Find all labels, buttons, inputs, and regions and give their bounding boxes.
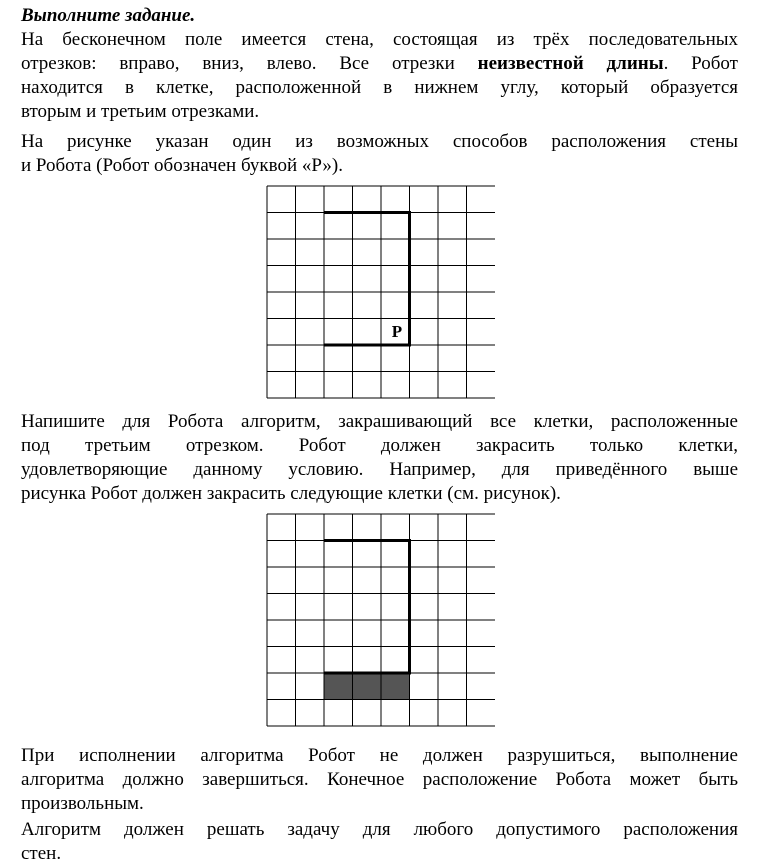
p5-line-2: стен. bbox=[21, 843, 62, 864]
robot-label: Р bbox=[391, 322, 403, 341]
paragraph-4 bbox=[21, 744, 738, 816]
grid-lines-2 bbox=[267, 514, 495, 726]
grid-figure-1 bbox=[265, 185, 497, 399]
figure-wall-with-robot bbox=[265, 185, 497, 399]
filled-cell-2 bbox=[353, 673, 382, 700]
p3-line-2: под третьим отрезком. Робот должен закрасить только клетки, bbox=[21, 435, 738, 456]
p4-line-2: алгоритма должно завершиться. Конечное расположение Робота может быть bbox=[21, 769, 738, 790]
p1-line-2-b: . Робот bbox=[663, 53, 738, 74]
p2-line-1: На рисунке указан один из возможных способов расположения стены bbox=[21, 131, 738, 152]
p5-line-1: Алгоритм должен решать задачу для любого допустимого расположения bbox=[21, 819, 738, 840]
p3-line-4: рисунка Робот должен закрасить следующие клетки (см. рисунок). bbox=[21, 483, 561, 504]
p1-line-4: вторым и третьим отрезками. bbox=[21, 101, 260, 122]
p1-line-2 bbox=[21, 52, 738, 76]
p2-line-2: и Робота (Робот обозначен буквой «Р»). bbox=[21, 155, 344, 176]
paragraph-1 bbox=[21, 28, 738, 124]
task-document bbox=[21, 4, 738, 864]
paragraph-5 bbox=[21, 818, 738, 866]
p1-line-2-a: отрезков: вправо, вниз, влево. Все отрезки bbox=[21, 53, 478, 74]
filled-cells bbox=[324, 673, 410, 700]
p3-line-1: Напишите для Робота алгоритм, закрашивающий все клетки, расположенные bbox=[21, 411, 738, 432]
p4-line-1: При исполнении алгоритма Робот не должен разрушиться, выполнение bbox=[21, 745, 738, 766]
p4-line-3: произвольным. bbox=[21, 793, 144, 814]
filled-cell-3 bbox=[381, 673, 410, 700]
grid-figure-2 bbox=[265, 513, 497, 727]
grid-lines-1 bbox=[267, 186, 495, 398]
wall-line-2 bbox=[324, 541, 410, 674]
p1-bold-phrase: неизвестной длины bbox=[477, 53, 664, 74]
paragraph-2 bbox=[21, 130, 738, 178]
paragraph-3 bbox=[21, 410, 738, 506]
figure-filled-cells bbox=[265, 513, 497, 727]
filled-cell-1 bbox=[324, 673, 353, 700]
p1-line-3: находится в клетке, расположенной в нижнем углу, который образуется bbox=[21, 77, 738, 98]
task-heading: Выполните задание. bbox=[21, 5, 196, 26]
p3-line-3: удовлетворяющие данному условию. Например, для приведённого выше bbox=[21, 459, 738, 480]
p1-line-1: На бесконечном поле имеется стена, состоящая из трёх последовательных bbox=[21, 29, 738, 50]
